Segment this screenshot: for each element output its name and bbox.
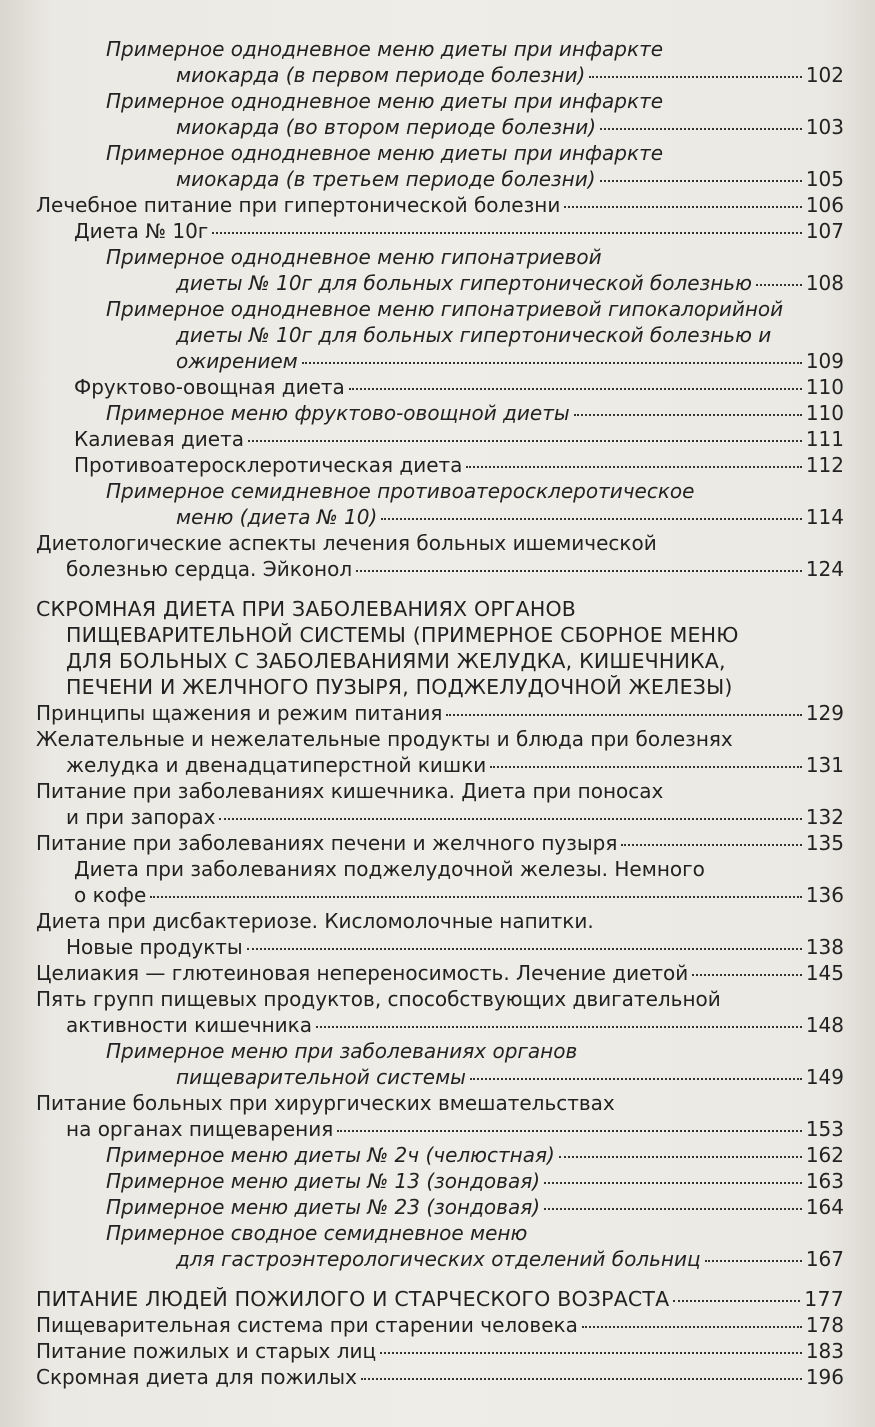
toc-entry-text: Питание при заболеваниях кишечника. Диета при поносах xyxy=(36,779,664,803)
toc-entry-line xyxy=(106,296,844,322)
dot-leader xyxy=(705,1246,802,1262)
toc-entry-line xyxy=(106,114,844,140)
toc-entry-line xyxy=(36,908,844,934)
toc-entry-line xyxy=(74,882,844,908)
page-number: 105 xyxy=(805,167,844,191)
toc-entry-line xyxy=(74,374,844,400)
toc-entry-text: ПИЩЕВАРИТЕЛЬНОЙ СИСТЕМЫ (ПРИМЕРНОЕ СБОРНОЕ МЕНЮ xyxy=(66,623,739,647)
toc-entry-line xyxy=(36,530,844,556)
toc-entry-text: Примерное меню диеты № 13 (зондовая) xyxy=(106,1169,541,1193)
toc-entry-line xyxy=(106,348,844,374)
page-number: 107 xyxy=(805,219,844,243)
page-number: 196 xyxy=(805,1365,844,1389)
toc-entry xyxy=(36,1338,844,1364)
toc-entry-text: Пять групп пищевых продуктов, способствующих двигательной xyxy=(36,987,721,1011)
toc-entry xyxy=(36,426,844,452)
dot-leader xyxy=(600,114,802,130)
toc-entry xyxy=(36,986,844,1038)
page-number: 110 xyxy=(805,375,844,399)
toc-entry xyxy=(36,830,844,856)
page-number: 132 xyxy=(805,805,844,829)
page-number: 114 xyxy=(805,505,844,529)
toc-entry-text: Диетологические аспекты лечения больных ишемической xyxy=(36,531,657,555)
toc-entry-line xyxy=(106,1064,844,1090)
toc-entry-line xyxy=(36,674,844,700)
toc-entry-text: диеты № 10г для больных гипертонической болезнью и xyxy=(176,323,772,347)
toc-entry-line xyxy=(36,986,844,1012)
page-number: 131 xyxy=(805,753,844,777)
toc-entry-text: Примерное однодневное меню диеты при инфаркте xyxy=(106,37,664,61)
dot-leader xyxy=(349,374,802,390)
dot-leader xyxy=(490,752,802,768)
toc-entry-line xyxy=(74,426,844,452)
toc-entry-line xyxy=(36,960,844,986)
toc-entry-line xyxy=(106,504,844,530)
page-number: 149 xyxy=(805,1065,844,1089)
toc-entry-line xyxy=(36,1312,844,1338)
dot-leader xyxy=(150,882,801,898)
toc-entry xyxy=(36,960,844,986)
toc-entry-text: Скромная диета для пожилых xyxy=(36,1365,357,1389)
dot-leader xyxy=(600,166,802,182)
dot-leader xyxy=(248,426,802,442)
toc-entry-text: ПЕЧЕНИ И ЖЕЛЧНОГО ПУЗЫРЯ, ПОДЖЕЛУДОЧНОЙ ЖЕЛЕЗЫ) xyxy=(66,675,733,699)
toc-entry xyxy=(36,478,844,530)
toc-entry-text: ДЛЯ БОЛЬНЫХ С ЗАБОЛЕВАНИЯМИ ЖЕЛУДКА, КИШЕЧНИКА, xyxy=(66,649,726,673)
toc-entry-text: Примерное однодневное меню гипонатриевой гипокалорийной xyxy=(106,297,784,321)
toc-entry xyxy=(36,400,844,426)
toc-entry-line xyxy=(36,556,844,582)
page-number: 112 xyxy=(805,453,844,477)
toc-entry xyxy=(36,908,844,960)
dot-leader xyxy=(621,830,801,846)
dot-leader xyxy=(564,192,801,208)
toc-entry-line xyxy=(106,140,844,166)
toc-entry xyxy=(36,778,844,830)
dot-leader xyxy=(589,62,802,78)
toc-entry-line xyxy=(106,62,844,88)
toc-entry-text: диеты № 10г для больных гипертонической болезнью xyxy=(176,271,752,295)
toc-entry-text: Пищеварительная система при старении человека xyxy=(36,1313,578,1337)
toc-entry xyxy=(36,700,844,726)
dot-leader xyxy=(673,1286,800,1302)
dot-leader xyxy=(692,960,802,976)
toc-entry-text: меню (диета № 10) xyxy=(176,505,378,529)
toc-entry-text: болезнью сердца. Эйконол xyxy=(66,557,353,581)
page-number: 164 xyxy=(805,1195,844,1219)
toc-entry-text: Примерное семидневное противоатеросклеротическое xyxy=(106,479,695,503)
page-number: 153 xyxy=(805,1117,844,1141)
page-number: 183 xyxy=(805,1339,844,1363)
page-number: 145 xyxy=(805,961,844,985)
dot-leader xyxy=(356,556,802,572)
toc-entry-line xyxy=(36,1338,844,1364)
page-number: 111 xyxy=(805,427,844,451)
toc-entry-text: и при запорах xyxy=(66,805,216,829)
toc-entry-line xyxy=(74,452,844,478)
toc-entry-text: Целиакия — глютеиновая непереносимость. Лечение диетой xyxy=(36,961,689,985)
toc-entry-line xyxy=(36,596,844,622)
toc-entry-text: Питание пожилых и старых лиц xyxy=(36,1339,377,1363)
toc-entry-line xyxy=(106,400,844,426)
toc-entry-line xyxy=(106,1220,844,1246)
toc-entry xyxy=(36,1364,844,1390)
dot-leader xyxy=(316,1012,802,1028)
page-number: 162 xyxy=(805,1143,844,1167)
toc-entry xyxy=(36,1168,844,1194)
toc-entry xyxy=(36,726,844,778)
toc-entry-text: Питание больных при хирургических вмешательствах xyxy=(36,1091,615,1115)
toc-entry-line xyxy=(106,1168,844,1194)
toc-entry-text: Калиевая диета xyxy=(74,427,245,451)
toc-entry-text: Примерное меню фруктово-овощной диеты xyxy=(106,401,570,425)
toc-entry-line xyxy=(36,1364,844,1390)
toc-entry-text: для гастроэнтерологических отделений больниц xyxy=(176,1247,701,1271)
toc-entry-text: о кофе xyxy=(74,883,147,907)
toc-entry-line xyxy=(36,804,844,830)
toc-section-heading xyxy=(36,1286,844,1312)
toc-entry-line xyxy=(36,700,844,726)
page-number: 129 xyxy=(805,701,844,725)
toc-entry xyxy=(36,88,844,140)
toc-entry-text: пищеварительной системы xyxy=(176,1065,466,1089)
toc-entry-text: Диета при заболеваниях поджелудочной железы. Немного xyxy=(74,857,705,881)
toc-entry-line xyxy=(36,192,844,218)
dot-leader xyxy=(361,1364,802,1380)
page-number: 177 xyxy=(804,1287,844,1311)
toc-entry-line xyxy=(106,322,844,348)
toc-entry-text: ожирением xyxy=(176,349,298,373)
dot-leader xyxy=(544,1168,802,1184)
toc-entry-text: СКРОМНАЯ ДИЕТА ПРИ ЗАБОЛЕВАНИЯХ ОРГАНОВ xyxy=(36,597,577,621)
toc-entry xyxy=(36,140,844,192)
toc-entry-line xyxy=(36,934,844,960)
dot-leader xyxy=(381,504,802,520)
toc-entry-line xyxy=(106,1038,844,1064)
toc-entry-line xyxy=(74,856,844,882)
toc-entry-text: активности кишечника xyxy=(66,1013,312,1037)
toc-entry xyxy=(36,244,844,296)
dot-leader xyxy=(470,1064,802,1080)
toc-entry-line xyxy=(106,270,844,296)
toc-entry-text: Диета при дисбактериозе. Кисломолочные напитки. xyxy=(36,909,594,933)
toc-entry xyxy=(36,374,844,400)
toc-entry-text: миокарда (в первом периоде болезни) xyxy=(176,63,586,87)
page-number: 110 xyxy=(805,401,844,425)
toc-entry-text: Лечебное питание при гипертонической болезни xyxy=(36,193,561,217)
toc-entry xyxy=(36,1194,844,1220)
toc-entry-line xyxy=(36,1090,844,1116)
toc-entry xyxy=(36,1142,844,1168)
toc-entry xyxy=(36,218,844,244)
page-number: 148 xyxy=(805,1013,844,1037)
toc-entry-line xyxy=(106,1142,844,1168)
toc-entry-line xyxy=(36,1012,844,1038)
toc-entry xyxy=(36,1090,844,1142)
toc-entry xyxy=(36,1038,844,1090)
page-number: 136 xyxy=(805,883,844,907)
toc-entry-line xyxy=(36,1286,844,1312)
toc-entry-line xyxy=(106,88,844,114)
toc-entry-text: миокарда (в третьем периоде болезни) xyxy=(176,167,596,191)
toc-entry-line xyxy=(106,36,844,62)
dot-leader xyxy=(756,270,802,286)
toc-entry-text: Примерное однодневное меню диеты при инфаркте xyxy=(106,141,664,165)
toc-entry-text: Примерное меню диеты № 2ч (челюстная) xyxy=(106,1143,555,1167)
page-number: 135 xyxy=(805,831,844,855)
page-number: 109 xyxy=(805,349,844,373)
toc-entry-line xyxy=(106,1194,844,1220)
dot-leader xyxy=(219,804,801,820)
toc-entry-text: Примерное однодневное меню гипонатриевой xyxy=(106,245,602,269)
toc-entry-text: Диета № 10г xyxy=(74,219,209,243)
toc-entry-line xyxy=(74,218,844,244)
toc-entry-line xyxy=(106,166,844,192)
dot-leader xyxy=(247,934,802,950)
toc-entry-line xyxy=(36,1116,844,1142)
page-number: 138 xyxy=(805,935,844,959)
page-number: 102 xyxy=(805,63,844,87)
toc-entry-line xyxy=(106,478,844,504)
table-of-contents xyxy=(36,36,844,1390)
toc-entry-text: на органах пищеварения xyxy=(66,1117,334,1141)
toc-entry xyxy=(36,36,844,88)
toc-entry-line xyxy=(36,648,844,674)
toc-entry-text: Противоатеросклеротическая диета xyxy=(74,453,463,477)
dot-leader xyxy=(544,1194,802,1210)
dot-leader xyxy=(582,1312,802,1328)
page-number: 106 xyxy=(805,193,844,217)
toc-entry-line xyxy=(36,778,844,804)
toc-entry-text: Примерное сводное семидневное меню xyxy=(106,1221,528,1245)
page-number: 124 xyxy=(805,557,844,581)
page-number: 178 xyxy=(805,1313,844,1337)
toc-entry-text: Новые продукты xyxy=(66,935,243,959)
toc-entry xyxy=(36,296,844,374)
dot-leader xyxy=(574,400,802,416)
toc-entry-line xyxy=(36,622,844,648)
page-number: 167 xyxy=(805,1247,844,1271)
toc-entry-line xyxy=(36,726,844,752)
page-number: 108 xyxy=(805,271,844,295)
toc-entry-text: Примерное меню диеты № 23 (зондовая) xyxy=(106,1195,541,1219)
toc-entry-text: Фруктово-овощная диета xyxy=(74,375,345,399)
toc-entry-text: Желательные и нежелательные продукты и блюда при болезнях xyxy=(36,727,733,751)
toc-entry-text: Примерное меню при заболеваниях органов xyxy=(106,1039,578,1063)
toc-entry-line xyxy=(106,244,844,270)
toc-entry xyxy=(36,1220,844,1272)
toc-entry-text: Принципы щажения и режим питания xyxy=(36,701,443,725)
dot-leader xyxy=(337,1116,802,1132)
toc-entry-text: ПИТАНИЕ ЛЮДЕЙ ПОЖИЛОГО И СТАРЧЕСКОГО ВОЗРАСТА xyxy=(36,1287,670,1311)
page-number: 163 xyxy=(805,1169,844,1193)
dot-leader xyxy=(559,1142,802,1158)
toc-entry-line xyxy=(36,830,844,856)
dot-leader xyxy=(446,700,801,716)
dot-leader xyxy=(212,218,802,234)
toc-entry xyxy=(36,1312,844,1338)
toc-entry xyxy=(36,192,844,218)
toc-entry xyxy=(36,530,844,582)
toc-entry-text: Питание при заболеваниях печени и желчного пузыря xyxy=(36,831,618,855)
toc-entry xyxy=(36,452,844,478)
toc-entry-text: желудка и двенадцатиперстной кишки xyxy=(66,753,487,777)
toc-entry-text: Примерное однодневное меню диеты при инфаркте xyxy=(106,89,664,113)
toc-entry xyxy=(36,856,844,908)
toc-entry-line xyxy=(36,752,844,778)
toc-section-heading xyxy=(36,596,844,700)
dot-leader xyxy=(302,348,802,364)
page-number: 103 xyxy=(805,115,844,139)
toc-entry-line xyxy=(106,1246,844,1272)
dot-leader xyxy=(466,452,801,468)
dot-leader xyxy=(380,1338,802,1354)
toc-entry-text: миокарда (во втором периоде болезни) xyxy=(176,115,596,139)
